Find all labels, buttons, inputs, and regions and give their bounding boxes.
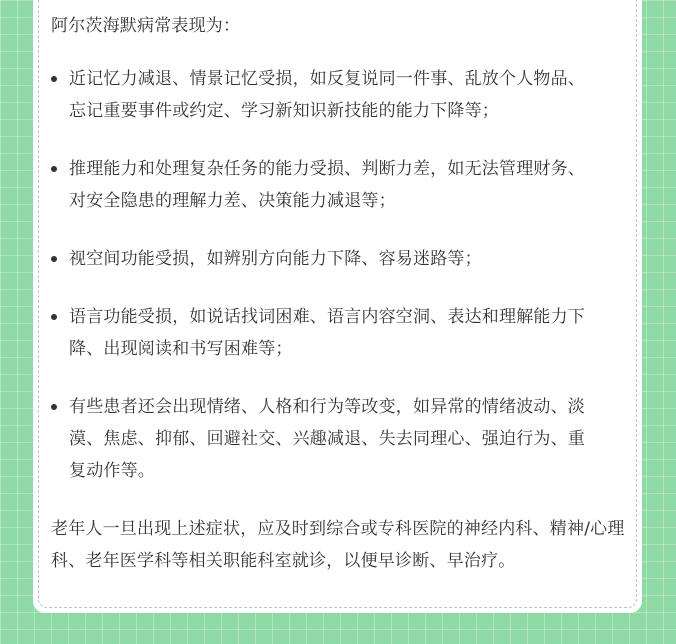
bullet-icon <box>51 256 57 262</box>
bullet-icon <box>51 314 57 320</box>
article-body <box>51 10 631 577</box>
closing-text: 老年人一旦出现上述症状，应及时到综合或专科医院的神经内科、精神/心理科、老年医学科等相关职能科室就诊，以便早诊断、早治疗。 <box>51 519 625 571</box>
bullet-icon <box>51 404 57 410</box>
list-item-text: 视空间功能受损，如辨别方向能力下降、容易迷路等； <box>69 249 482 269</box>
bullet-icon <box>51 166 57 172</box>
list-item <box>51 391 592 487</box>
list-item <box>51 63 592 127</box>
symptom-list <box>51 63 631 487</box>
list-item-text: 语言功能受损，如说话找词困难、语言内容空洞、表达和理解能力下降、出现阅读和书写困难等； <box>69 307 585 359</box>
list-item <box>51 243 592 275</box>
intro-text: 阿尔茨海默病常表现为： <box>51 16 241 36</box>
list-item-text: 有些患者还会出现情绪、人格和行为等改变，如异常的情绪波动、淡漠、焦虑、抑郁、回避社交、兴趣减退、失去同理心、强迫行为、重复动作等。 <box>69 397 585 481</box>
bullet-icon <box>51 76 57 82</box>
content-card <box>33 0 642 613</box>
list-item-text: 推理能力和处理复杂任务的能力受损、判断力差，如无法管理财务、对安全隐患的理解力差、决策能力减退等； <box>69 159 585 211</box>
list-item-text: 近记忆力减退、情景记忆受损，如反复说同一件事、乱放个人物品、忘记重要事件或约定、学习新知识新技能的能力下降等； <box>69 69 585 121</box>
list-item <box>51 301 592 365</box>
list-item <box>51 153 592 217</box>
